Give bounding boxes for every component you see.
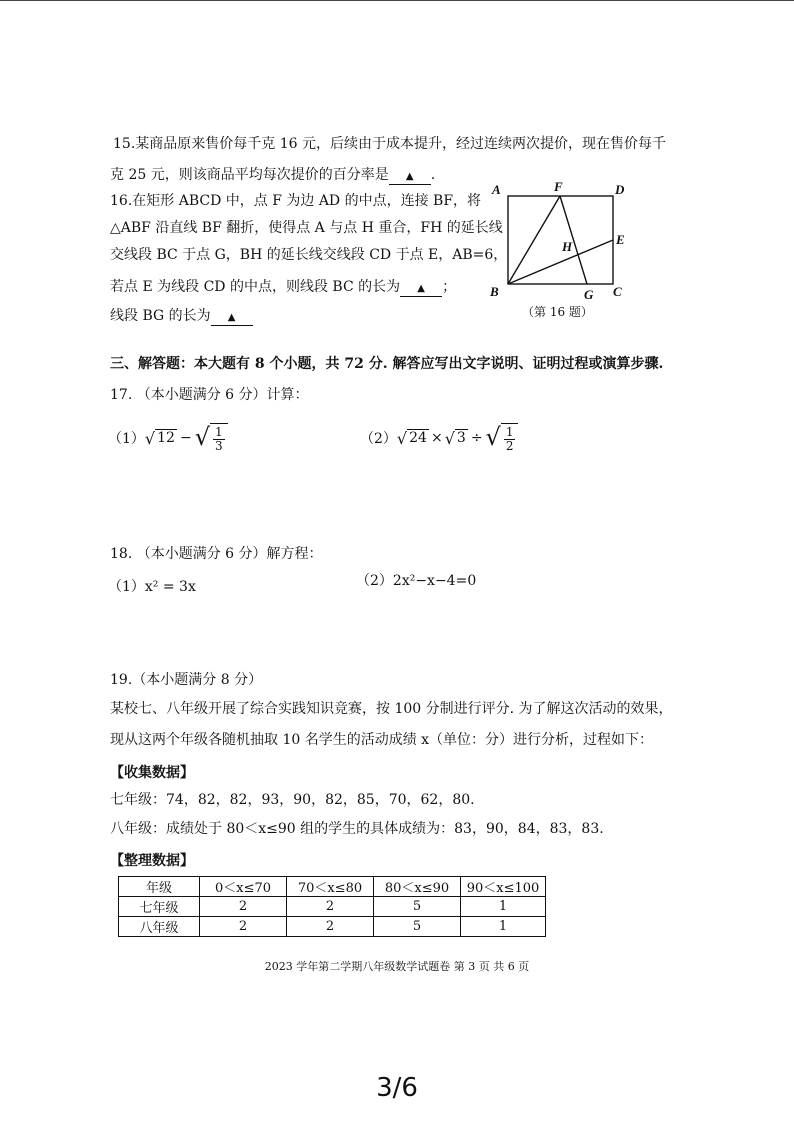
label-f: F	[554, 179, 563, 194]
table-cell: 2	[200, 897, 287, 917]
table-cell: 八年级	[119, 917, 200, 937]
label-b: B	[490, 284, 499, 299]
q16-answer-blank-2: ▲	[211, 311, 253, 326]
label-h: H	[562, 239, 573, 254]
q16-answer-blank-1: ▲	[400, 282, 442, 297]
q15-answer-blank: ▲	[389, 170, 431, 185]
table-row	[119, 917, 546, 937]
sqrt-one-half: √ $\frac{1}{2}$	[486, 423, 519, 453]
table-cell: 2	[287, 897, 374, 917]
header-cell: 年级	[119, 877, 200, 897]
table-cell: 1	[461, 897, 546, 917]
q16-geometry-figure	[484, 176, 644, 326]
page-indicator: 3/6	[376, 1073, 418, 1103]
sqrt-one-third: √ $\frac{1}{3}$	[195, 423, 228, 453]
sqrt-24: √ 24	[396, 428, 427, 448]
q18-title: 18. （本小题满分 6 分）解方程：	[110, 546, 323, 562]
label-a: A	[492, 182, 501, 197]
rectangle-abcd	[508, 196, 613, 284]
header-cell: 70＜x≤80	[287, 877, 374, 897]
frequency-table	[118, 876, 546, 937]
q15-line2: 克 25 元，则该商品平均每次提价的百分率是 ▲ .	[110, 167, 436, 183]
grade8-scores: 八年级：成绩处于 80＜x≤90 组的学生的具体成绩为：83，90，84，83，83.	[110, 821, 604, 837]
table-cell: 2	[200, 917, 287, 937]
q18-part1: （1）x² = 3x	[108, 579, 196, 595]
label-g: G	[584, 287, 594, 302]
organize-data-heading: 【整理数据】	[110, 853, 194, 869]
q16-line2: △ABF 沿直线 BF 翻折，使得点 A 与点 H 重合，FH 的延长线	[110, 220, 503, 236]
q16-line5: 线段 BG 的长为 ▲	[110, 307, 253, 326]
table-cell: 5	[374, 897, 461, 917]
q15-line1: 15.某商品原来售价每千克 16 元，后续由于成本提升，经过连续两次提价，现在售价每千	[113, 136, 666, 152]
segment-be	[508, 240, 613, 284]
page-footer: 2023 学年第二学期八年级数学试题卷 第 3 页 共 6 页	[264, 960, 530, 973]
label-e: E	[616, 232, 625, 247]
q19-line1: 某校七、八年级开展了综合实践知识竞赛，按 100 分制进行评分. 为了解这次活动的效果，	[110, 701, 673, 717]
table-row	[119, 897, 546, 917]
q17-part1: （1） √ 12 − √ $\frac{1}{3}$	[108, 423, 228, 453]
q17-title: 17. （本小题满分 6 分）计算：	[110, 387, 309, 403]
q16-line1: 16.在矩形 ABCD 中，点 F 为边 AD 的中点，连接 BF，将	[110, 193, 482, 209]
figure-caption: （第 16 题）	[522, 305, 593, 319]
sqrt-3: √ 3	[444, 428, 466, 448]
table-cell: 七年级	[119, 897, 200, 917]
top-border	[0, 0, 794, 1]
collect-data-heading: 【收集数据】	[110, 765, 194, 781]
header-cell: 0＜x≤70	[200, 877, 287, 897]
header-cell: 90＜x≤100	[461, 877, 546, 897]
segment-bf	[508, 196, 560, 284]
table-cell: 5	[374, 917, 461, 937]
grade7-scores: 七年级：74，82，82，93，90，82，85，70，62，80.	[110, 792, 475, 808]
table-cell: 2	[287, 917, 374, 937]
q17-part2: （2） √ 24 × √ 3 ÷ √ $\frac{1}{2}$	[360, 423, 518, 453]
label-d: D	[615, 182, 625, 197]
q16-line4: 若点 E 为线段 CD 的中点，则线段 BC 的长为 ▲ ；	[110, 279, 457, 295]
section-3-title: 三、解答题：本大题有 8 个小题，共 72 分. 解答应写出文字说明、证明过程或演算步骤.	[110, 356, 664, 372]
q19-title: 19.（本小题满分 8 分）	[110, 672, 263, 688]
q18-part2: （2）2x²−x−4=0	[356, 573, 477, 589]
sqrt-12: √ 12	[144, 428, 175, 448]
table-header-row	[119, 877, 546, 897]
table-cell: 1	[461, 917, 546, 937]
header-cell: 80＜x≤90	[374, 877, 461, 897]
q19-line2: 现从这两个年级各随机抽取 10 名学生的活动成绩 x（单位：分）进行分析，过程如下：	[110, 732, 654, 748]
q15-text: 克 25 元，则该商品平均每次提价的百分率是	[110, 167, 389, 183]
label-c: C	[613, 284, 622, 299]
q16-line3: 交线段 BC 于点 G，BH 的延长线交线段 CD 于点 E，AB=6，	[110, 247, 508, 263]
